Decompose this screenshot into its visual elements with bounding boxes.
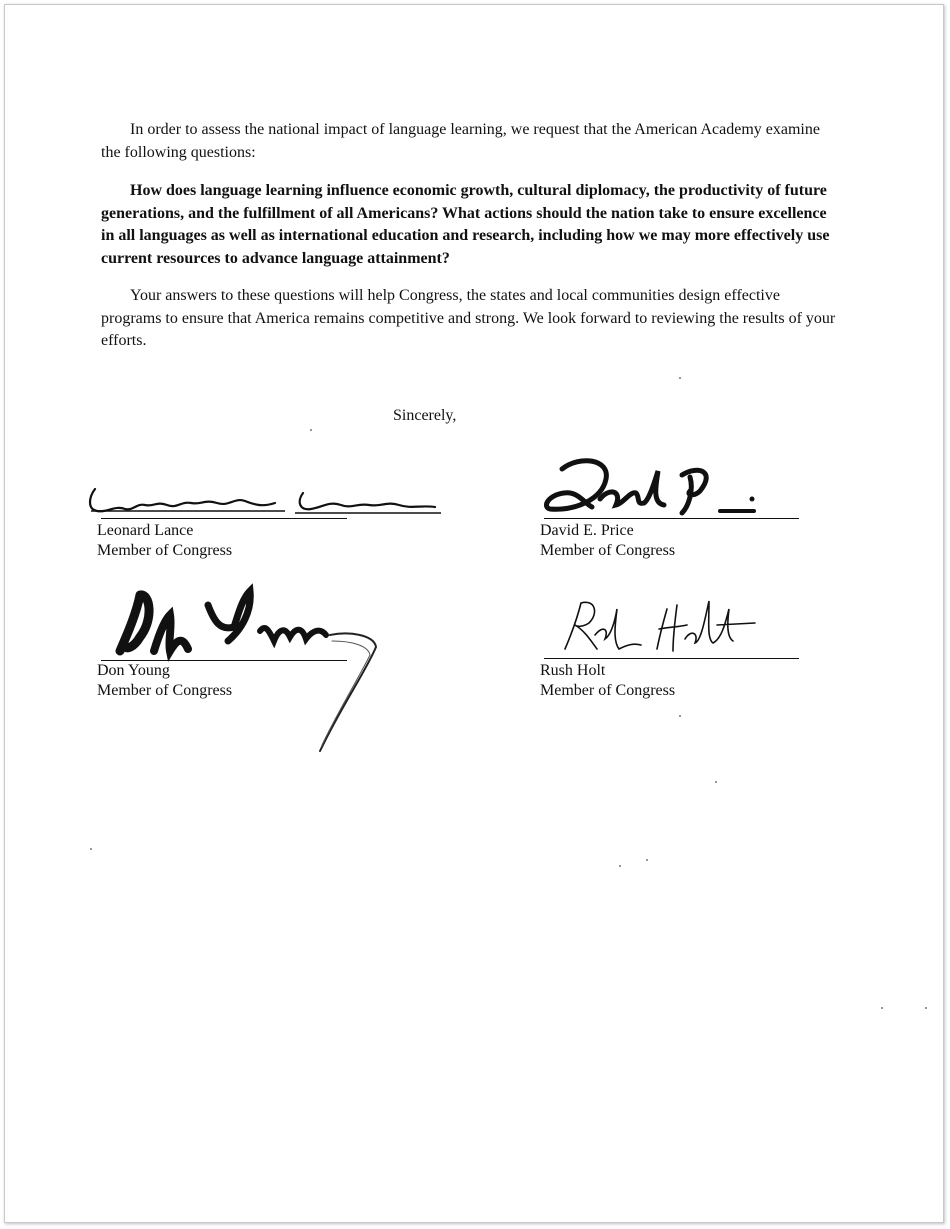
paragraph-request: In order to assess the national impact of language learning, we request that the American Academy examine the following questions: [101, 121, 820, 161]
scan-speck [646, 859, 648, 861]
paragraph-questions: How does language learning influence economic growth, cultural diplomacy, the productivity of future generations, and the fulfillment of all Americans? What actions should the nation take to ensure excellence in all languages as well as international education and research, including how we may more effectively use current resources to advance language attainment? [101, 182, 830, 267]
signature-david-price [540, 451, 770, 531]
signature-rush-holt [555, 595, 765, 655]
signatory-title: Member of Congress [540, 682, 676, 699]
signature-line [544, 518, 799, 519]
signatory-block [540, 521, 675, 561]
signatory-name: David E. Price [540, 522, 634, 539]
letter-page [4, 4, 944, 1223]
signatory-title: Member of Congress [97, 682, 233, 699]
scan-speck [679, 715, 681, 717]
scan-speck [310, 429, 312, 431]
signatory-name: Rush Holt [540, 662, 606, 679]
signatory-title: Member of Congress [97, 542, 233, 559]
scan-speck [715, 781, 717, 783]
scan-speck [619, 865, 621, 867]
signatory-title: Member of Congress [540, 542, 676, 559]
signature-line [101, 518, 347, 519]
signatory-block [540, 661, 675, 701]
signatory-block [97, 661, 232, 701]
scan-speck [90, 848, 92, 850]
signatory-block [97, 521, 232, 561]
signatory-name: Don Young [97, 662, 170, 679]
closing-salutation: Sincerely, [393, 407, 457, 424]
scan-speck [679, 377, 681, 379]
scan-speck [881, 1007, 883, 1009]
signature-line [544, 658, 799, 659]
scan-speck [925, 1007, 927, 1009]
signatory-name: Leonard Lance [97, 522, 194, 539]
paragraph-answers: Your answers to these questions will help Congress, the states and local communities design effective programs to ensure that America remains competitive and strong. We look forward to reviewing the results of your efforts. [101, 287, 836, 349]
